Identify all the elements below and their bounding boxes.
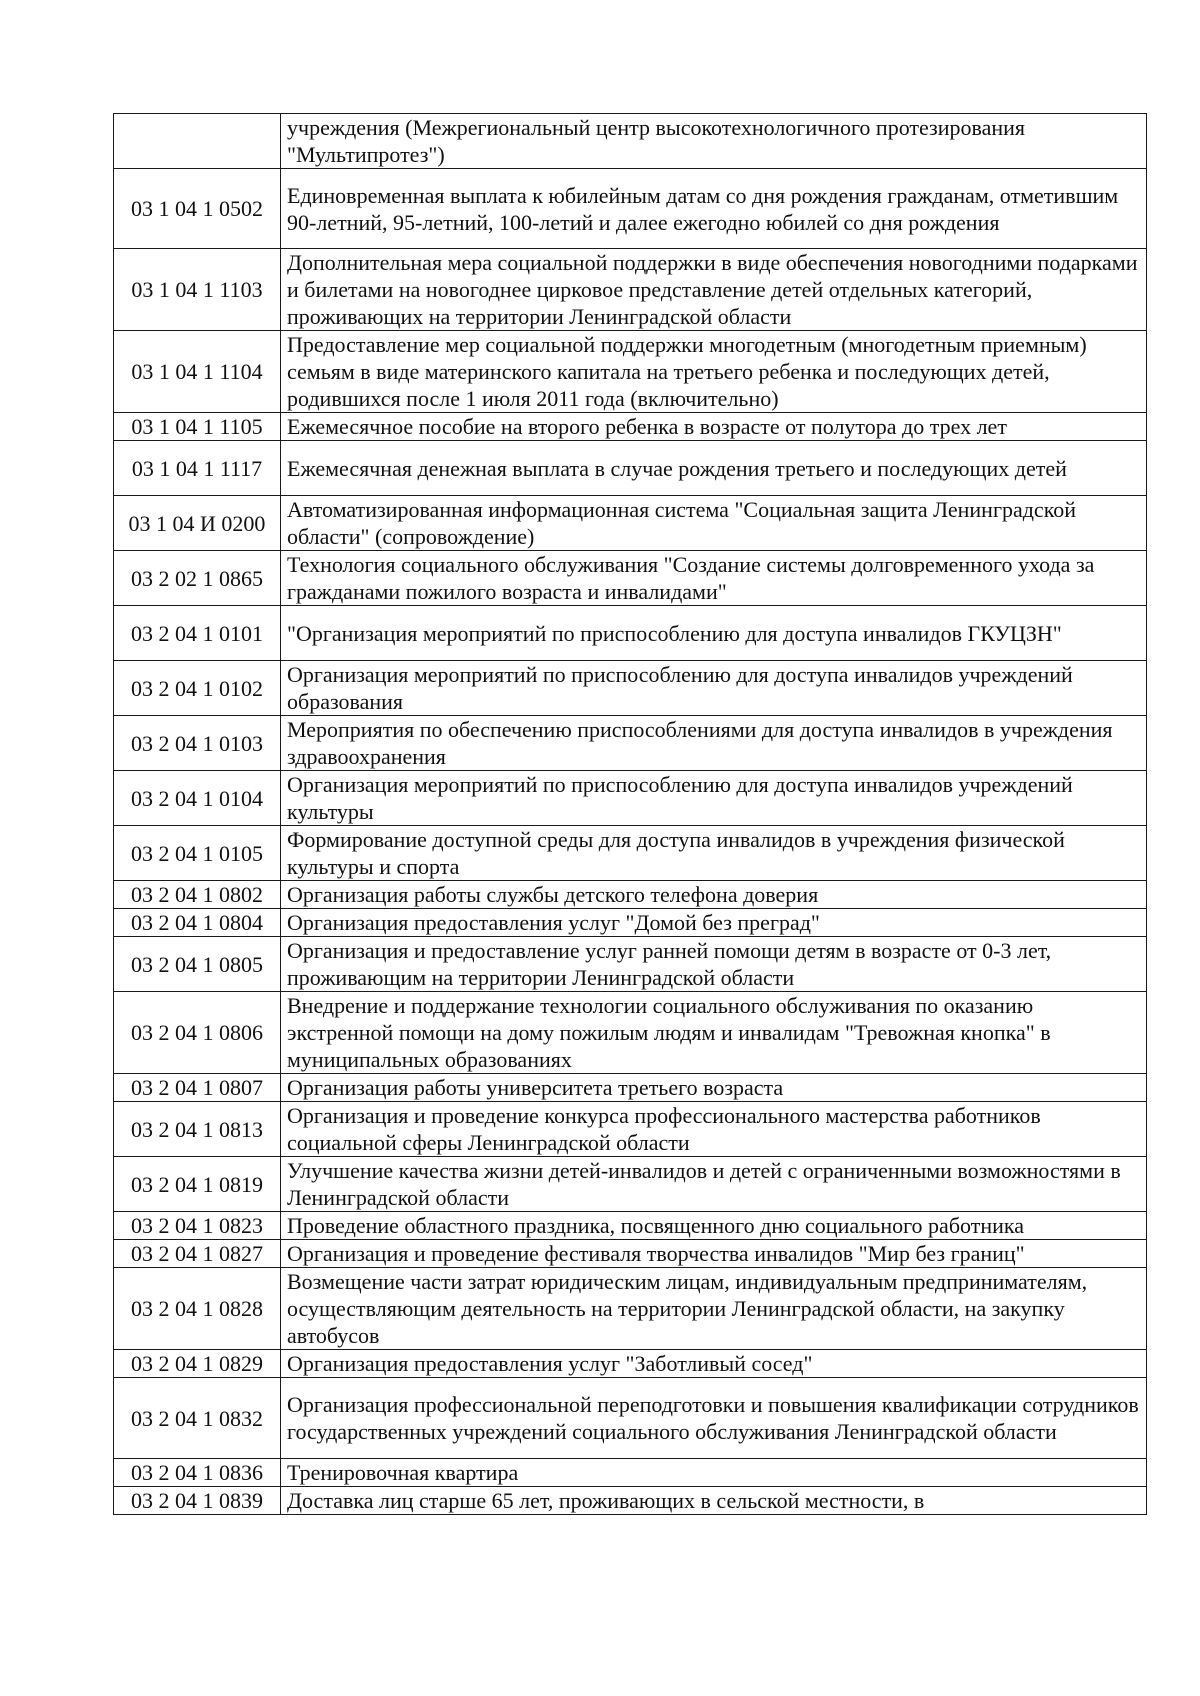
description-cell: Организация работы университета третьего возраста xyxy=(281,1074,1147,1102)
code-cell: 03 2 04 1 0105 xyxy=(114,826,281,881)
table-row xyxy=(114,1102,1147,1157)
budget-classification-table xyxy=(113,113,1147,1515)
code-cell: 03 2 04 1 0104 xyxy=(114,771,281,826)
table-row xyxy=(114,1459,1147,1487)
description-cell: Дополнительная мера социальной поддержки в виде обеспечения новогодними подарками и билетами на новогоднее цирковое представление детей отдельных категорий, проживающих на территории Ленинградской области xyxy=(281,249,1147,331)
table-row xyxy=(114,1487,1147,1515)
description-cell: Внедрение и поддержание технологии социального обслуживания по оказанию экстренной помощи на дому пожилым людям и инвалидам "Тревожная кнопка" в муниципальных образованиях xyxy=(281,992,1147,1074)
table-row xyxy=(114,1074,1147,1102)
description-cell: Организация и проведение фестиваля творчества инвалидов "Мир без границ" xyxy=(281,1240,1147,1268)
description-cell: Организация профессиональной переподготовки и повышения квалификации сотрудников государственных учреждений социального обслуживания Ленинградской области xyxy=(281,1378,1147,1459)
code-cell: 03 2 04 1 0827 xyxy=(114,1240,281,1268)
code-cell: 03 2 04 1 0806 xyxy=(114,992,281,1074)
table-row xyxy=(114,114,1147,169)
description-cell: Возмещение части затрат юридическим лицам, индивидуальным предпринимателям, осуществляющим деятельность на территории Ленинградской области, на закупку автобусов xyxy=(281,1268,1147,1350)
table-row xyxy=(114,551,1147,606)
code-cell: 03 2 04 1 0839 xyxy=(114,1487,281,1515)
table-row xyxy=(114,169,1147,249)
table-row xyxy=(114,716,1147,771)
description-cell: Организация мероприятий по приспособлению для доступа инвалидов учреждений культуры xyxy=(281,771,1147,826)
table-row xyxy=(114,1378,1147,1459)
table-row xyxy=(114,661,1147,716)
description-cell: Организация работы службы детского телефона доверия xyxy=(281,881,1147,909)
table-row xyxy=(114,413,1147,441)
table-row xyxy=(114,1240,1147,1268)
code-cell: 03 1 04 1 0502 xyxy=(114,169,281,249)
table-row xyxy=(114,1268,1147,1350)
description-cell: учреждения (Межрегиональный центр высокотехнологичного протезирования "Мультипротез") xyxy=(281,114,1147,169)
code-cell: 03 2 04 1 0828 xyxy=(114,1268,281,1350)
code-cell: 03 2 04 1 0823 xyxy=(114,1212,281,1240)
description-cell: Организация предоставления услуг "Заботливый сосед" xyxy=(281,1350,1147,1378)
code-cell: 03 2 04 1 0829 xyxy=(114,1350,281,1378)
table-row xyxy=(114,992,1147,1074)
code-cell xyxy=(114,114,281,169)
code-cell: 03 2 04 1 0832 xyxy=(114,1378,281,1459)
code-cell: 03 1 04 1 1104 xyxy=(114,331,281,413)
table-row xyxy=(114,441,1147,496)
description-cell: Автоматизированная информационная система "Социальная защита Ленинградской области" (сопровождение) xyxy=(281,496,1147,551)
code-cell: 03 1 04 1 1117 xyxy=(114,441,281,496)
table-row xyxy=(114,909,1147,937)
code-cell: 03 2 04 1 0804 xyxy=(114,909,281,937)
table-row xyxy=(114,249,1147,331)
table-row xyxy=(114,606,1147,661)
code-cell: 03 2 04 1 0102 xyxy=(114,661,281,716)
description-cell: Проведение областного праздника, посвященного дню социального работника xyxy=(281,1212,1147,1240)
description-cell: Тренировочная квартира xyxy=(281,1459,1147,1487)
table-row xyxy=(114,826,1147,881)
table-row xyxy=(114,331,1147,413)
code-cell: 03 2 04 1 0813 xyxy=(114,1102,281,1157)
code-cell: 03 2 04 1 0807 xyxy=(114,1074,281,1102)
table-row xyxy=(114,1350,1147,1378)
description-cell: Единовременная выплата к юбилейным датам со дня рождения гражданам, отметившим 90-летний, 95-летний, 100-летий и далее ежегодно юбилей со дня рождения xyxy=(281,169,1147,249)
description-cell: Технология социального обслуживания "Создание системы долговременного ухода за гражданами пожилого возраста и инвалидами" xyxy=(281,551,1147,606)
code-cell: 03 1 04 1 1105 xyxy=(114,413,281,441)
description-cell: Мероприятия по обеспечению приспособлениями для доступа инвалидов в учреждения здравоохранения xyxy=(281,716,1147,771)
table-row xyxy=(114,1212,1147,1240)
code-cell: 03 1 04 1 1103 xyxy=(114,249,281,331)
code-cell: 03 1 04 И 0200 xyxy=(114,496,281,551)
description-cell: Организация и проведение конкурса профессионального мастерства работников социальной сферы Ленинградской области xyxy=(281,1102,1147,1157)
table-row xyxy=(114,1157,1147,1212)
code-cell: 03 2 04 1 0819 xyxy=(114,1157,281,1212)
description-cell: "Организация мероприятий по приспособлению для доступа инвалидов ГКУЦЗН" xyxy=(281,606,1147,661)
code-cell: 03 2 04 1 0103 xyxy=(114,716,281,771)
table-row xyxy=(114,771,1147,826)
description-cell: Организация мероприятий по приспособлению для доступа инвалидов учреждений образования xyxy=(281,661,1147,716)
code-cell: 03 2 04 1 0101 xyxy=(114,606,281,661)
description-cell: Предоставление мер социальной поддержки многодетным (многодетным приемным) семьям в виде материнского капитала на третьего ребенка и последующих детей, родившихся после 1 июля 2011 года (включительно) xyxy=(281,331,1147,413)
description-cell: Доставка лиц старше 65 лет, проживающих в сельской местности, в xyxy=(281,1487,1147,1515)
code-cell: 03 2 04 1 0836 xyxy=(114,1459,281,1487)
code-cell: 03 2 04 1 0805 xyxy=(114,937,281,992)
table-row xyxy=(114,496,1147,551)
table-row xyxy=(114,881,1147,909)
description-cell: Формирование доступной среды для доступа инвалидов в учреждения физической культуры и спорта xyxy=(281,826,1147,881)
description-cell: Ежемесячное пособие на второго ребенка в возрасте от полутора до трех лет xyxy=(281,413,1147,441)
code-cell: 03 2 02 1 0865 xyxy=(114,551,281,606)
description-cell: Улучшение качества жизни детей-инвалидов и детей с ограниченными возможностями в Ленинградской области xyxy=(281,1157,1147,1212)
code-cell: 03 2 04 1 0802 xyxy=(114,881,281,909)
description-cell: Организация и предоставление услуг ранней помощи детям в возрасте от 0-3 лет, проживающим на территории Ленинградской области xyxy=(281,937,1147,992)
description-cell: Организация предоставления услуг "Домой без преград" xyxy=(281,909,1147,937)
table-row xyxy=(114,937,1147,992)
description-cell: Ежемесячная денежная выплата в случае рождения третьего и последующих детей xyxy=(281,441,1147,496)
